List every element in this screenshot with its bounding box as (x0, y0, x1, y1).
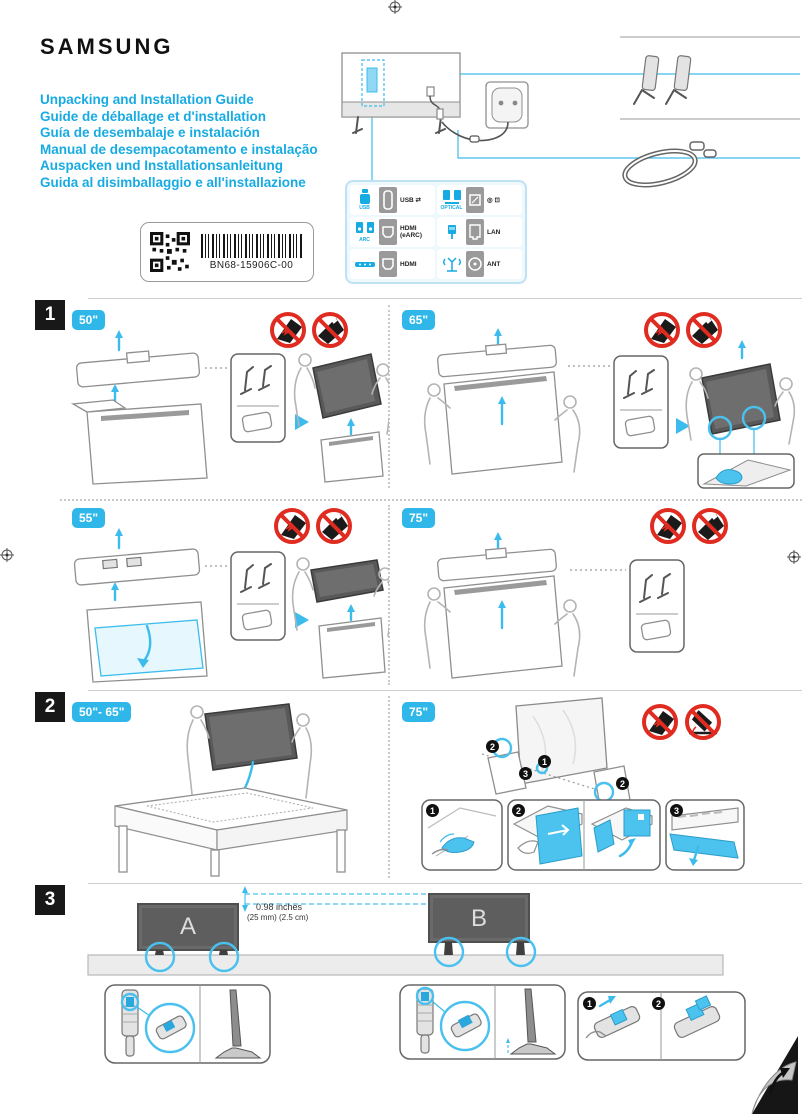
shelf (88, 955, 723, 975)
carry-tv-scene (686, 340, 794, 488)
step2-badge: 2 (512, 804, 525, 817)
section1-number: 1 (35, 300, 65, 330)
base-packaging-illustration (398, 696, 802, 880)
multilingual-titles (40, 92, 318, 191)
unpack-55-illustration (55, 526, 389, 684)
antenna-icon (439, 256, 464, 272)
lift-tv-scene (293, 558, 389, 678)
callout-1: 1 (538, 755, 551, 768)
size-badge-75-sec2: 75" (402, 702, 435, 722)
no-grip-top-icon (314, 506, 354, 546)
stand-b-inset (400, 985, 565, 1059)
lan-cable-icon (439, 224, 464, 240)
port-row-hdmi-earc (350, 217, 435, 247)
callout-2b: 2 (616, 777, 629, 790)
no-drop-on-floor-icon (683, 702, 723, 742)
sec3-step2-badge: 2 (652, 997, 665, 1010)
foam-lid (76, 351, 200, 387)
title-fr: Guide de déballage et d'installation (40, 108, 266, 124)
optical-speakers-icon (439, 189, 464, 211)
port-row-ant (437, 249, 522, 279)
lan-port-graphic (466, 219, 484, 245)
hdmi-label: HDMI (400, 260, 417, 268)
size-badge-55: 55" (72, 508, 105, 528)
title-es: Guía de desembalaje e instalación (40, 125, 260, 140)
grip-detail-inset (698, 454, 794, 488)
ant-port-label: ANT (487, 260, 501, 268)
rear-ports-panel (345, 180, 527, 284)
measurement-metric: (25 mm) (2.5 cm) (247, 913, 309, 922)
tv-leaning-in-base (482, 698, 636, 806)
legs-foam-inset (231, 354, 285, 442)
hdmi-earc-port-graphic (379, 219, 397, 245)
usb-device-icon (352, 189, 377, 211)
soundbar-icon (352, 256, 377, 272)
no-press-screen-icon (272, 506, 312, 546)
part-number: BN68-15906C-00 (209, 259, 294, 271)
section1-top-rule (88, 298, 802, 299)
digital-audio-out-icon: ◎ ⊡ (487, 196, 500, 204)
size-badge-50-65: 50"- 65" (72, 702, 131, 722)
lift-tv-scene (295, 354, 389, 482)
callout-2: 2 (486, 740, 499, 753)
section2-top-rule (88, 690, 802, 691)
title-pt: Manual de desempacotamento e instalação (40, 141, 318, 157)
arc-caption: ARC (359, 237, 370, 243)
usb-caption: USB (359, 205, 370, 211)
no-grip-top-icon (684, 310, 724, 350)
port-row-hdmi (350, 249, 435, 279)
tv-lowered (187, 704, 311, 802)
hdmi-port-graphic (379, 251, 397, 277)
title-en: Unpacking and Installation Guide (40, 92, 254, 107)
usb-port-label: USB ⇄ (400, 196, 421, 204)
legs-foam-inset (614, 356, 668, 448)
tv-b-label: B (470, 905, 487, 932)
no-press-screen-icon (642, 310, 682, 350)
hdmi-earc-label: HDMI (eARC) (400, 225, 423, 239)
title-it: Guida al disimballaggio e all'installazione (40, 174, 306, 190)
no-grip-top-icon (310, 310, 350, 350)
port-row-optical (437, 185, 522, 215)
open-box (73, 400, 207, 484)
unpack-50-illustration (55, 328, 389, 486)
port-row-usb (350, 185, 435, 215)
port-row-lan (437, 217, 522, 247)
ant-port-graphic (466, 251, 484, 277)
tv-a-label: A (179, 913, 196, 940)
page-turn-corner (742, 1032, 800, 1116)
tv-back (342, 53, 460, 133)
size-badge-65: 65" (402, 310, 435, 330)
foam-lid (437, 344, 556, 377)
open-box-flap (87, 602, 207, 682)
registration-mark-left (0, 548, 14, 562)
no-grip-top-icon (690, 506, 730, 546)
step3-badge: 3 (670, 804, 683, 817)
size-badge-50: 50" (72, 310, 105, 330)
section2-number: 2 (35, 692, 65, 722)
title-de: Auspacken und Installationsanleitung (40, 158, 284, 173)
foam-lid (74, 549, 200, 586)
no-press-screen-icon (648, 506, 688, 546)
unpack-75-illustration (398, 526, 802, 692)
section3-top-rule (88, 883, 802, 884)
sec3-step1-badge: 1 (583, 997, 596, 1010)
barcode-sticker (140, 222, 314, 282)
size-badge-75: 75" (402, 508, 435, 528)
usb-port-graphic (379, 187, 397, 213)
registration-mark-top (388, 0, 402, 14)
stand-height-illustration (60, 886, 802, 1110)
step2-panel (508, 800, 660, 870)
section3-number: 3 (35, 885, 65, 915)
power-cable-accessory (621, 142, 716, 191)
callout-3: 3 (519, 767, 532, 780)
barcode (201, 234, 303, 258)
qr-code (150, 232, 190, 272)
table-placement-illustration (55, 698, 389, 878)
lan-port-label: LAN (487, 228, 501, 236)
samsung-logo: SAMSUNG (40, 34, 174, 59)
stand-legs-accessory (634, 55, 691, 104)
step1-badge: 1 (426, 804, 439, 817)
measurement-inches: 0.98 inches (256, 902, 303, 912)
legs-foam-inset (630, 560, 684, 652)
stand-a-inset (105, 985, 270, 1063)
optical-port-graphic (466, 187, 484, 213)
optical-caption: OPTICAL (440, 205, 463, 211)
arc-speakers-icon (352, 221, 377, 243)
unpack-65-illustration (398, 326, 802, 492)
section1-divider-mid (60, 499, 802, 501)
legs-foam-inset (231, 552, 285, 640)
foam-lid (437, 548, 556, 581)
no-press-screen-icon (268, 310, 308, 350)
no-press-screen-icon (640, 702, 680, 742)
table-with-cloth (115, 788, 347, 876)
